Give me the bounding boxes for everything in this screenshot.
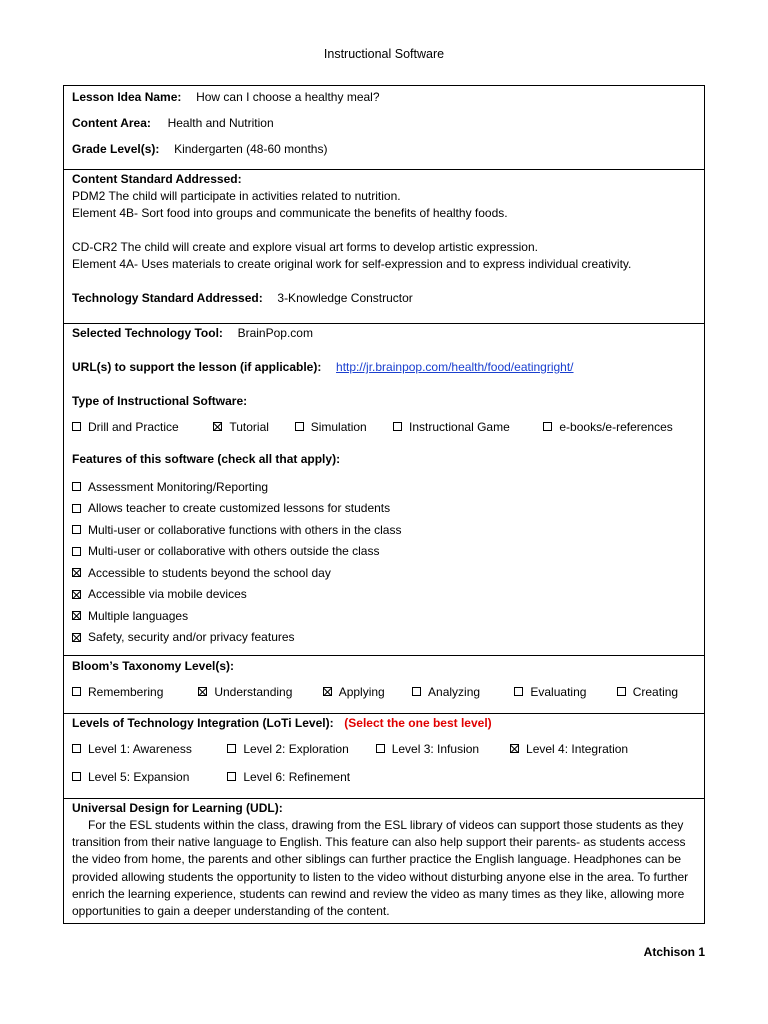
option-level-4[interactable]: [510, 742, 628, 756]
option-evaluating[interactable]: [514, 685, 613, 699]
content-area-label: Content Area:: [72, 116, 151, 130]
empty-checkbox-icon[interactable]: [72, 547, 81, 556]
option-level-3[interactable]: [376, 742, 507, 756]
option-label: Creating: [632, 685, 679, 699]
blooms-heading: Bloom’s Taxonomy Level(s):: [72, 659, 235, 673]
option-label: Level 5: Expansion: [88, 770, 190, 784]
checked-box-icon[interactable]: [510, 744, 519, 753]
empty-checkbox-icon[interactable]: [412, 687, 421, 696]
technology-tool-section: [64, 324, 704, 656]
url-row: [72, 360, 696, 394]
content-area-row: [72, 116, 696, 142]
option-level-6[interactable]: [227, 770, 350, 784]
lesson-url-link[interactable]: http://jr.brainpop.com/health/food/eatingright/: [336, 360, 574, 374]
page-footer: Atchison 1: [643, 945, 705, 959]
feature-item[interactable]: [72, 584, 696, 606]
lesson-info-section: [64, 86, 704, 170]
grade-level-row: [72, 142, 696, 156]
feature-label: Multi-user or collaborative functions with others in the class: [88, 522, 402, 537]
option-analyzing[interactable]: [412, 685, 511, 699]
grade-level-value: Kindergarten (48-60 months): [174, 142, 328, 156]
checked-box-icon[interactable]: [72, 611, 81, 620]
feature-item[interactable]: [72, 627, 696, 649]
blooms-options: [72, 685, 696, 699]
option-applying[interactable]: [323, 685, 409, 699]
empty-checkbox-icon[interactable]: [72, 687, 81, 696]
feature-label: Allows teacher to create customized lessons for students: [88, 501, 391, 516]
software-type-heading: Type of Instructional Software:: [72, 394, 248, 408]
technology-standard-row: [72, 291, 696, 305]
feature-label: Multiple languages: [88, 608, 189, 623]
checked-box-icon[interactable]: [198, 687, 207, 696]
option-label: Level 6: Refinement: [243, 770, 351, 784]
option-label: e-books/e-references: [559, 420, 673, 434]
option-level-2[interactable]: [227, 742, 372, 756]
option-label: Level 1: Awareness: [88, 742, 192, 756]
checked-box-icon[interactable]: [72, 568, 81, 577]
checked-box-icon[interactable]: [72, 590, 81, 599]
feature-label: Safety, security and/or privacy features: [88, 630, 295, 645]
features-list: [72, 476, 696, 648]
udl-heading: Universal Design for Learning (UDL):: [72, 801, 283, 815]
loti-heading-row: [72, 716, 696, 742]
option-label: Analyzing: [428, 685, 481, 699]
feature-label: Accessible to students beyond the school day: [88, 565, 331, 580]
feature-item[interactable]: [72, 541, 696, 563]
loti-section: [64, 714, 704, 799]
option-instructional-game[interactable]: [393, 420, 540, 434]
option-label: Understanding: [214, 685, 293, 699]
empty-checkbox-icon[interactable]: [72, 525, 81, 534]
udl-section: [64, 799, 704, 923]
loti-instruction: (Select the one best level): [344, 716, 492, 730]
feature-label: Multi-user or collaborative with others outside the class: [88, 544, 380, 559]
empty-checkbox-icon[interactable]: [295, 422, 304, 431]
page-title: Instructional Software: [323, 47, 445, 61]
option-creating[interactable]: [617, 685, 678, 699]
technology-standard-value: 3-Knowledge Constructor: [277, 291, 413, 305]
option-label: Simulation: [310, 420, 367, 434]
empty-checkbox-icon[interactable]: [72, 482, 81, 491]
standards-section: [64, 170, 704, 324]
selected-tool-row: [72, 326, 696, 360]
content-area-value: Health and Nutrition: [167, 116, 274, 130]
loti-options-row-2: [72, 770, 696, 784]
option-label: Instructional Game: [409, 420, 510, 434]
empty-checkbox-icon[interactable]: [393, 422, 402, 431]
udl-paragraph: For the ESL students within the class, drawing from the ESL library of videos can support those students as they transition from their native language to English. This feature can also help support their parents- as students access the video from home, the parents and other siblings can further practice the English language. Headphones can be provided allowing students the opportunity to listen to the video without disturbing anyone else in the area. To further enrich the learning experience, students can rewind and review the video as many times as they like, allowing more opportunities to gain a deeper understanding of the content.: [72, 818, 689, 919]
option-level-1[interactable]: [72, 742, 224, 756]
empty-checkbox-icon[interactable]: [543, 422, 552, 431]
checked-box-icon[interactable]: [72, 633, 81, 642]
option-label: Drill and Practice: [88, 420, 179, 434]
feature-label: Accessible via mobile devices: [88, 587, 247, 602]
features-heading: Features of this software (check all that apply):: [72, 452, 341, 466]
feature-item[interactable]: [72, 562, 696, 584]
option-label: Level 2: Exploration: [243, 742, 349, 756]
selected-tool-value: BrainPop.com: [237, 326, 313, 340]
content-standard-heading: Content Standard Addressed:: [72, 172, 242, 186]
empty-checkbox-icon[interactable]: [72, 504, 81, 513]
standard-line: Element 4A- Uses materials to create original work for self-expression and to express individual creativity.: [72, 257, 632, 271]
empty-checkbox-icon[interactable]: [72, 772, 81, 781]
checked-box-icon[interactable]: [213, 422, 222, 431]
option-label: Applying: [338, 685, 385, 699]
technology-standard-label: Technology Standard Addressed:: [72, 291, 263, 305]
lesson-plan-table: [63, 85, 705, 924]
option-level-5[interactable]: [72, 770, 224, 784]
standard-line: CD-CR2 The child will create and explore visual art forms to develop artistic expression.: [72, 240, 538, 254]
checked-box-icon[interactable]: [323, 687, 332, 696]
loti-heading: Levels of Technology Integration (LoTi Level):: [72, 716, 334, 730]
option-label: Evaluating: [530, 685, 587, 699]
empty-checkbox-icon[interactable]: [227, 744, 236, 753]
option-drill-and-practice[interactable]: [72, 420, 210, 434]
option-remembering[interactable]: [72, 685, 195, 699]
option-tutorial[interactable]: [213, 420, 291, 434]
feature-item[interactable]: [72, 605, 696, 627]
grade-level-label: Grade Level(s):: [72, 142, 160, 156]
empty-checkbox-icon[interactable]: [376, 744, 385, 753]
url-label: URL(s) to support the lesson (if applicable):: [72, 360, 322, 374]
option-label: Tutorial: [229, 420, 269, 434]
lesson-idea-value: How can I choose a healthy meal?: [196, 90, 380, 104]
option-label: Level 4: Integration: [526, 742, 629, 756]
option-label: Level 3: Infusion: [391, 742, 480, 756]
lesson-idea-row: [72, 90, 696, 116]
empty-checkbox-icon[interactable]: [72, 422, 81, 431]
loti-options-row-1: [72, 742, 696, 770]
feature-item[interactable]: [72, 476, 696, 498]
standard-line: PDM2 The child will participate in activities related to nutrition.: [72, 189, 401, 203]
option-label: Remembering: [88, 685, 164, 699]
option-simulation[interactable]: [295, 420, 390, 434]
standard-line: Element 4B- Sort food into groups and communicate the benefits of healthy foods.: [72, 206, 508, 220]
option-e-books[interactable]: [543, 420, 672, 434]
feature-label: Assessment Monitoring/Reporting: [88, 479, 269, 494]
selected-tool-label: Selected Technology Tool:: [72, 326, 223, 340]
empty-checkbox-icon[interactable]: [227, 772, 236, 781]
feature-item[interactable]: [72, 498, 696, 520]
empty-checkbox-icon[interactable]: [514, 687, 523, 696]
empty-checkbox-icon[interactable]: [617, 687, 626, 696]
blooms-section: [64, 656, 704, 714]
empty-checkbox-icon[interactable]: [72, 744, 81, 753]
option-understanding[interactable]: [198, 685, 319, 699]
feature-item[interactable]: [72, 519, 696, 541]
software-type-options: [72, 420, 696, 452]
lesson-idea-label: Lesson Idea Name:: [72, 90, 182, 104]
